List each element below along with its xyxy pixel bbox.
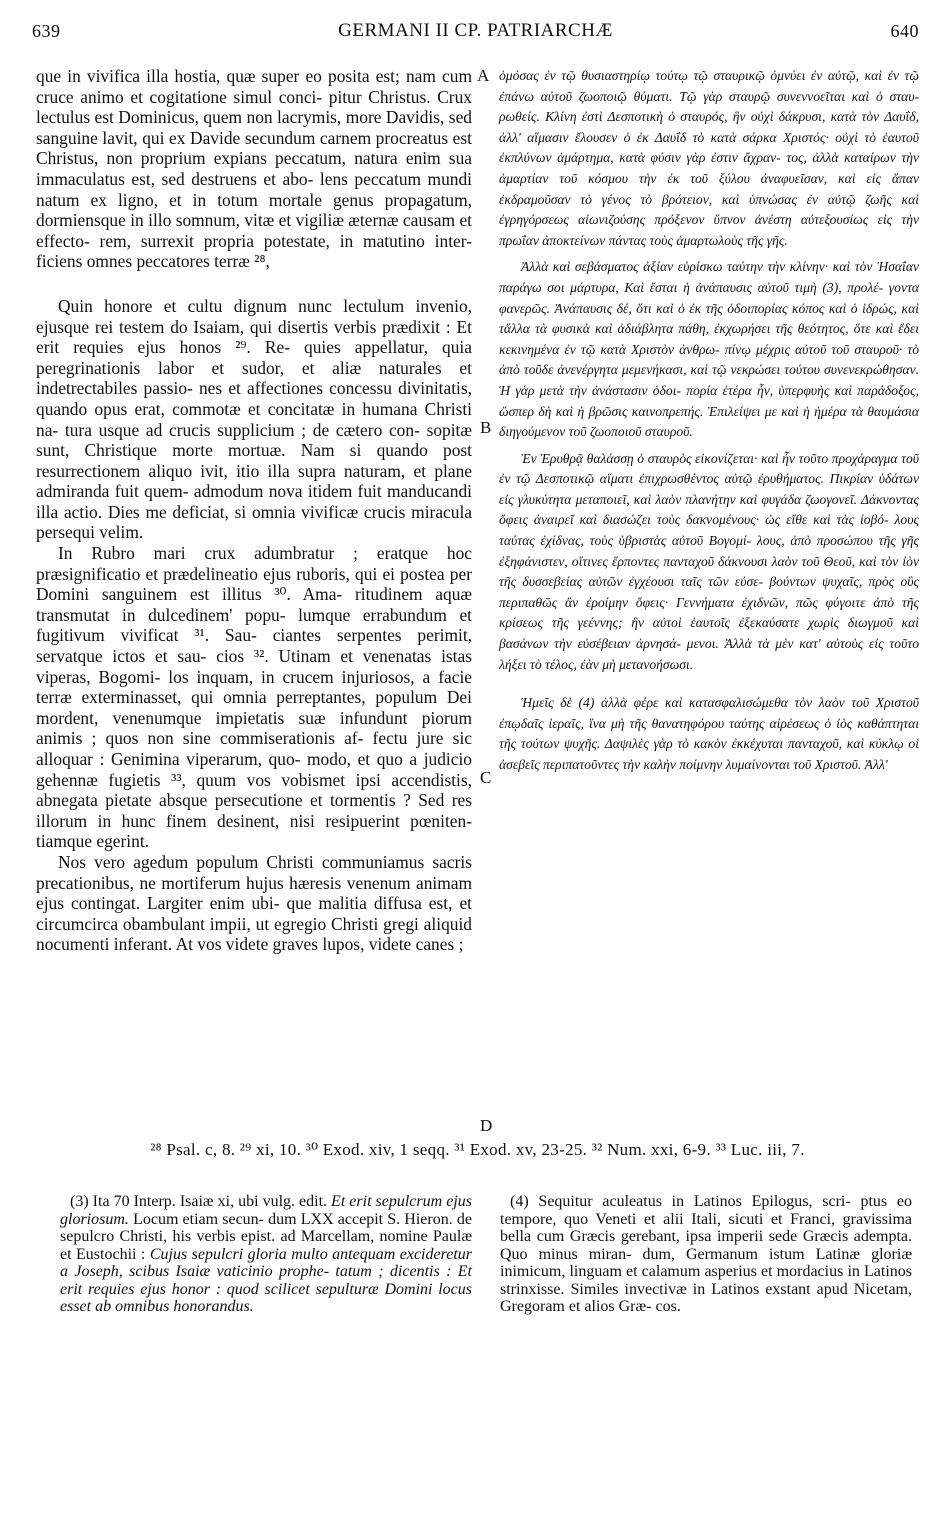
footnote-3-text-c: Locum etiam secun- dum LXX accepit S. Hieron. de sepulcro Christi, his verbis epist. ad Marcellam, nomine Paulæ et Eustochii :: [60, 1210, 472, 1263]
latin-paragraph-3: In Rubro mari crux adumbratur ; eratque hoc præsignificatio et prædelineatio ejus ruboris, qui ei postea per Domini sanguinem est illitus ³⁰. Ama- ritudinem aquæ transmutat in dulcedinem' popu- lumque errabundum et fugitivum vivificat ³¹. Sau- ciantes serpentes perimit, servatque ictos et sau- cios ³². Utinam et venenatas istas viperas, Bogomi- los inquam, in crucem injuriosos, a facie terræ exterminasset, qui omnia perreptantes, populum Dei mordent, venenumque impietatis suæ infundunt piorum animis ; quos non sine commiserationis af- fectu jure sic alloquar : Genimina viperarum, quo- modo, et quo a judicio gehennæ fugietis ³³, quum vos vobismet ipsi accendistis, abnegata pietate absque persecutione et tormentis ? Sed res illorum in hunc finem desinent, nisi resipuerint pœniten- tiamque egerint.: [36, 543, 472, 852]
footnote-3-text-b: Et erit sepulcrum ejus gloriosum.: [60, 1193, 472, 1228]
greek-paragraph-3: Ἐν Ἐρυθρᾷ θαλάσσῃ ὁ σταυρὸς εἰκονίζεται· καὶ ἦν τοῦτο προχάραγμα τοῦ ἐν τῷ Δεσποτικῷ αἵματι ἐπιχρωσθέντος αὐτῷ ἐρυθήματος. Πικρίαν ὑδάτων εἰς γλυκύτητα μεταποιεῖ, καὶ λαὸν πλανήτην καὶ φυγάδα ζωογονεῖ. Δάκνοντας ὄφεις ἀναιρεῖ καὶ διασώζει τοὺς δακνομένους· ὡς εἴθε καὶ τὰς ἰοβό- λους ταύτας ἐχίδνας, τοὺς ὑβριστὰς αὐτοῦ Βογομί- λους, ἀπὸ προσώπου τῆς γῆς ἐξηφάνιστεν, οἵτινες ἕρποντες πανταχοῦ δάκνουσι λαὸν τοῦ Θεοῦ, καὶ τὸν ἰὸν τῆς δυσσεβείας αὐτῶν ἐγχέουσι ταῖς τῶν εὐσε- βούντων ψυχαῖς, πρὸς οὓς περιπαθῶς ἂν ἐροίμην ὄφεις· Γεννήματα ἐχιδνῶν, πῶς φύγοιτε ἀπὸ τῆς κρίσεως τῆς γεέννης; ἣν αὐτοὶ ἑαυτοῖς ἐξεκαύσατε χωρὶς διωγμοῦ καὶ βασάνων τὴν εὐσέβειαν ἀρνησά- μενοι. Ἀλλὰ τὰ μὲν κατ' αὐτοὺς εἰς τοῦτο λήξει τὸ τέλος, ἐὰν μὴ μετανοήσωσι.: [499, 450, 919, 672]
page-header: [32, 16, 919, 46]
footnote-4-text: (4) Sequitur aculeatus in Latinos Epilogus, scri- ptus eo tempore, quo Veneti et alii Itali, sicuti et Franci, gravissima bella cum Græcis gerebant, ipsa imperii sede Græcis adempta. Quo minus miran- dum, Germanum istum Latinæ gloriæ inimicum, linguam et calamum asperius et mordacius in Latinos strinxisse. Similes invectivæ in Latinos exstant apud Nicetam, Gregoram et alios Græ- cos.: [500, 1193, 912, 1315]
latin-paragraph-1: que in vivifica illa hostia, quæ super eo posita est; nam cum cruce animo et cogitatione simul conci- pitur Christus. Crux lectulus est Dominicus, quem non lacrymis, more Davidis, sed sanguine lavit, qui ex Davide secundum carnem procreatus est Christus, non proprium expians peccatum, natura enim sua immaculatus est, sed destruens et abo- lens peccatum mundi natum ex ligno, et in totum mortale genus propagatum, dormiensque in illo somnum, vitæ et vigiliæ æternæ causam et effecto- rem, surrexit propria potestate, in matutino inter- ficiens omnes peccatores terræ ²⁸,: [36, 66, 472, 272]
latin-paragraph-4: Nos vero agedum populum Christi communiamus sacris precationibus, ne mortiferum hujus hæresis venenum animam ejus contingat. Largiter enim ubi- que malitia diffusa est, et circumcirca obambulant impii, ut egregio Christi gregi aliquid nocumenti inferant. At vos videte graves lupos, videte canes ;: [36, 851, 472, 955]
greek-paragraph-1: ὁμόσας ἐν τῷ θυσιαστηρίῳ τούτῳ τῷ σταυρικῷ ὀμνύει ἐν αὐτῷ, καὶ ἐν τῷ ἐπάνω αὐτοῦ ζωοποιῷ θύματι. Τῷ γὰρ σταυρῷ συνεννοεῖται καὶ ὁ σταυ- ρωθείς. Κλίνη ἐστὶ Δεσποτικὴ ὁ σταυρός, ἣν οὐχὶ δάκρυσι, κατὰ τὸν Δαυΐδ, ἀλλ' αἵμασιν ἔλουσεν ὁ ἐκ Δαυΐδ τὸ κατὰ σάρκα Χριστός· οὐχὶ τὸ ἑαυτοῦ ἐκπλύνων ἁμάρτημα, κατὰ φύσιν γὰρ ἐστιν ἄχραν- τος, ἀλλὰ καταίρων τὴν ἁμαρτίαν τοῦ κόσμου τὴν ἐκ τοῦ ξύλου ἀναφυεῖσαν, καὶ εἰς ἅπαν ἐκδραμοῦσαν τὸ γένος τὸ βρότειον, καὶ ὑπνώσας ἐν αὐτῷ ζωῆς καὶ ἐγρηγόρσεως αἰωνιζούσης πρόξενον ὕπνον ἀνέστη αὐτεξουσίως εἰς τὴν πρωΐαν ἀποκτείνων πάντας τοὺς ἁμαρτωλοὺς τῆς γῆς.: [499, 68, 919, 248]
margin-marker-c: C: [480, 768, 492, 787]
footnote-3: [60, 1193, 472, 1316]
footnote-4: [500, 1193, 912, 1316]
greek-paragraph-2: Ἀλλὰ καὶ σεβάσματος ἀξίαν εὑρίσκω ταύτην τὴν κλίνην· καὶ τὸν Ἡσαΐαν παράγω σοι μάρτυρα, Καὶ ἔσται ἡ ἀνάπαυσις αὐτοῦ τιμὴ (3), προλέ- γοντα φανερῶς. Ἀνάπαυσις δέ, ὅτι καὶ ὁ ἐκ τῆς ὁδοιπορίας κόπος καὶ ὁ ἱδρώς, καὶ τἄλλα τὰ φυσικὰ καὶ ἀδιάβλητα πάθη, ἐκχωρήσει τῆς θεότητος, ὅτε καὶ ἔδει κεκινημένα ἐν τῷ κατὰ Χριστὸν ἀνθρω- πίνῳ μέχρις αὐτοῦ τοῦ σταυροῦ· τὸ ἀπὸ τοῦδε ἀνενέργητα μεμενήκασι, καὶ τῷ νεκρώσει τούτου συνενεκρώθησαν. Ἡ γὰρ μετὰ τὴν ἀνάστασιν ὁδοι- πορία ἑτέρα ἦν, ὑπερφυὴς καὶ παράδοξος, ὥσπερ δὴ καὶ ἡ βρῶσις καινοπρεπής. Ἐπιλείψει με καὶ ἡ ἡμέρα τὰ θαυμάσια διηγούμενον τοῦ ζωοποιοῦ σταυροῦ.: [499, 259, 919, 440]
scripture-references: ²⁸ Psal. c, 8. ²⁹ xi, 10. ³⁰ Exod. xiv, 1 seqq. ³¹ Exod. xv, 23-25. ³² Num. xxi, 6-9. ³³ Luc. iii, 7.: [150, 1140, 805, 1159]
footnote-3-text-d: Cujus sepulcri gloria multo antequam excideretur a Joseph, scibus Isaiæ vaticinio prophe- tatum ; dicentis : Et erit requies ejus honor : quod scilicet sepulturæ Domini locus esset ab omnibus honorandus.: [60, 1245, 472, 1315]
margin-marker-a: A: [477, 66, 490, 85]
margin-marker-b: B: [480, 418, 492, 437]
margin-marker-d: D: [480, 1116, 493, 1135]
footnote-3-text-a: (3) Ita 70 Interp. Isaiæ xi, ubi vulg. edit.: [70, 1193, 332, 1210]
latin-column: [36, 66, 472, 955]
left-page-number: 639: [32, 20, 61, 41]
latin-paragraph-2: Quin honore et cultu dignum nunc lectulum invenio, ejusque rei testem do Isaiam, qui disertis verbis prædixit : Et erit requies ejus honos ²⁹. Re- quies appellatur, quia peregrinationis labor et sudor, et aliæ naturales et indetrectabiles passio- nes et affectiones concessu divinitatis, quando opus erat, commotæ et concitatæ in humana Christi na- tura usque ad crucis supplicium ; de cætero con- sopitæ sunt, Christique morte mortuæ. Nam si quando post resurrectionem aliquo ivit, itio illa supra naturam, et plane admiranda fuit quem- admodum nova itidem fuit manducandi illa actio. Dies me deficiat, si omnia vivificæ crucis miracula persequi velim.: [36, 295, 472, 543]
greek-paragraph-4: Ἡμεῖς δὲ (4) ἀλλὰ φέρε καὶ κατασφαλισώμεθα τὸν λαὸν τοῦ Χριστοῦ ἐπῳδαῖς ἱεραῖς, ἵνα μὴ τῆς θανατηφόρου ταύτης αἱρέσεως ὁ ἰὸς καθάπτηται τῆς τούτων ψυχῆς. Δαψιλὲς γὰρ τὸ κακὸν ἐκκέχυται πανταχοῦ, καὶ κύκλῳ οἱ ἀσεβεῖς περιπατοῦντες τὴν καλὴν ποίμνην λυμαίνονται τοῦ Χριστοῦ. Ἀλλ': [499, 695, 919, 772]
right-page-number: 640: [890, 20, 919, 41]
greek-column: [499, 66, 919, 776]
running-title: GERMANI II CP. PATRIARCHÆ: [338, 20, 613, 41]
